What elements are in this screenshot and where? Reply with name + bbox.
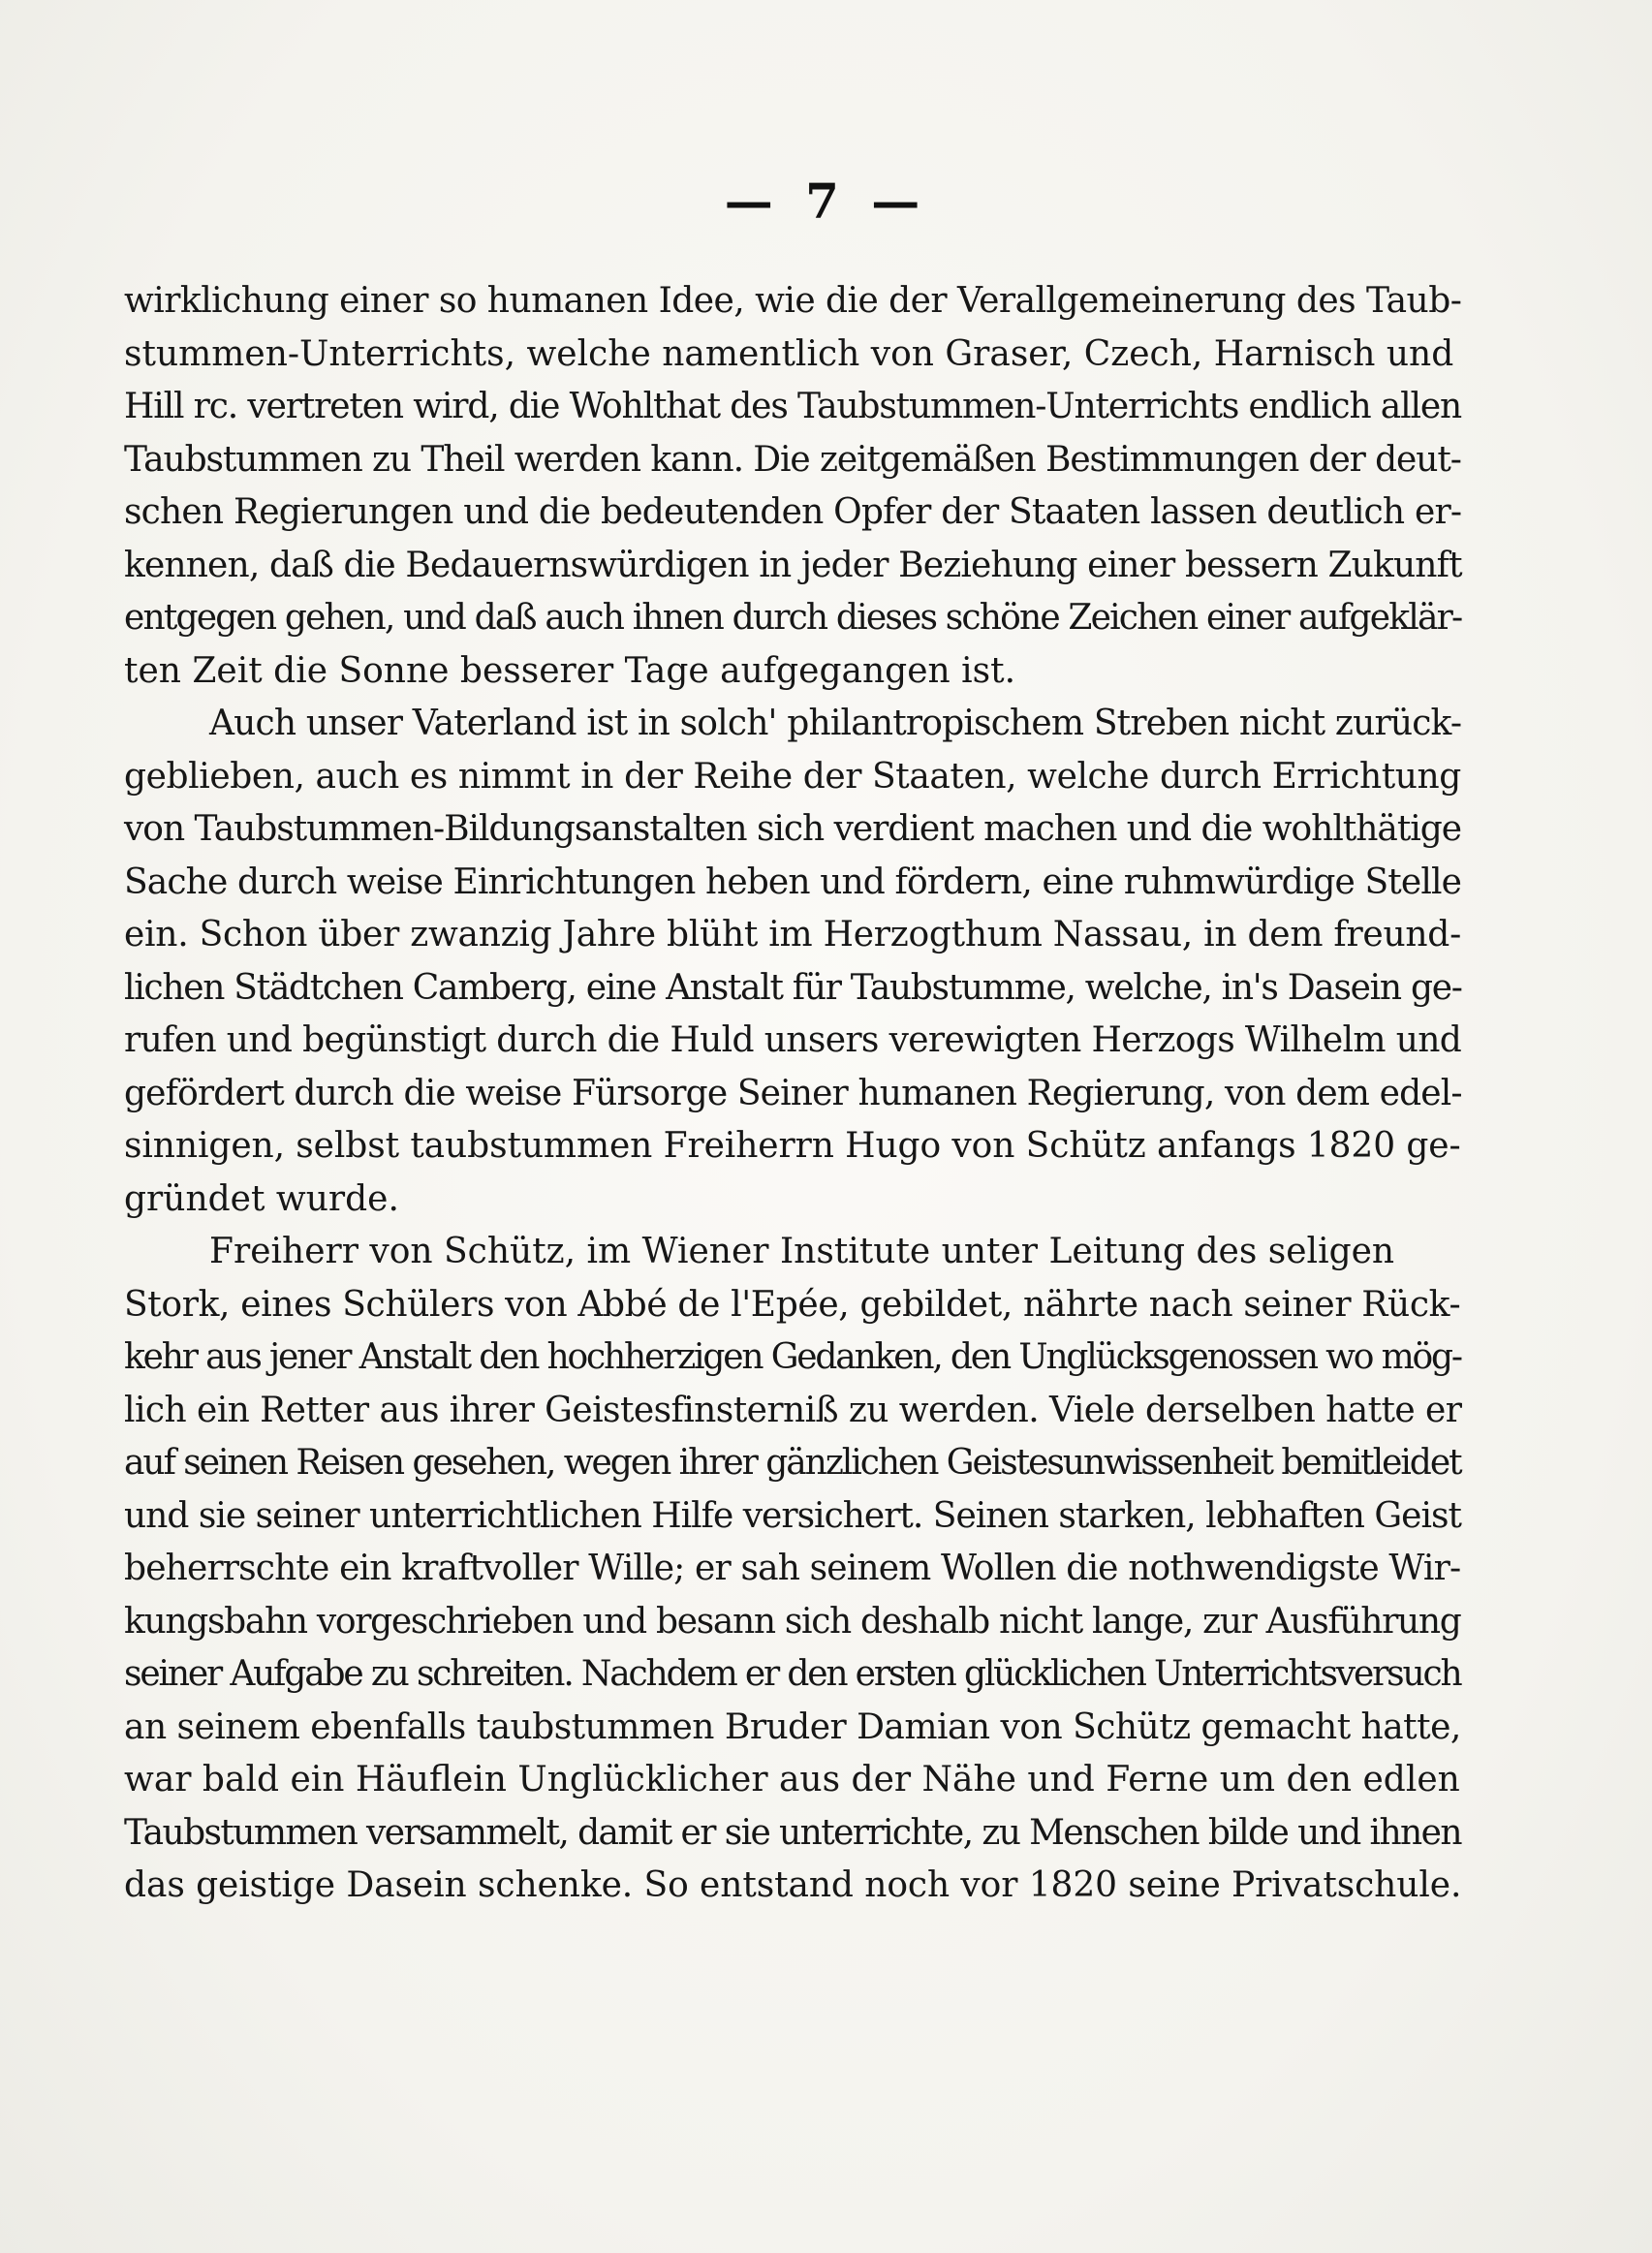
text-line: war bald ein Häuflein Unglücklicher aus der Nähe und Ferne um den edlen [124,1760,1460,1799]
text-line: Hill rc. vertreten wird, die Wohlthat des Taubstummen-Unterrichts endlich allen [124,387,1462,426]
text-line: entgegen gehen, und daß auch ihnen durch dieses schöne Zeichen einer aufgeklär- [124,598,1462,638]
text-line: kennen, daß die Bedauernswürdigen in jeder Beziehung einer bessern Zukunft [124,545,1462,585]
text-line: stummen-Unterrichts, welche namentlich von Graser, Czech, Harnisch und [124,333,1454,374]
text-line: Taubstummen zu Theil werden kann. Die zeitgemäßen Bestimmungen der deut- [124,439,1461,480]
text-line: Auch unser Vaterland ist in solch' philantropischem Streben nicht zurück- [209,704,1462,743]
text-line: Stork, eines Schülers von Abbé de l'Epée, gebildet, nährte nach seiner Rück- [124,1284,1461,1325]
text-line: kungsbahn vorgeschrieben und besann sich deshalb nicht lange, zur Ausführung [124,1601,1461,1642]
text-line: gründet wurde. [124,1178,399,1219]
text-line: lich ein Retter aus ihrer Geistesfinsterniß zu werden. Viele derselben hatte er [124,1390,1462,1430]
text-line: rufen und begünstigt durch die Huld unsers verewigten Herzogs Wilhelm und [124,1020,1462,1060]
text-line: Freiherr von Schütz, im Wiener Institute unter Leitung des seligen [209,1232,1395,1271]
text-line: wirklichung einer so humanen Idee, wie die der Verallgemeinerung des Taub- [124,281,1462,321]
text-line: an seinem ebenfalls taubstummen Bruder Damian von Schütz gemacht hatte, [124,1706,1461,1747]
text-line: sinnigen, selbst taubstummen Freiherrn Hugo von Schütz anfangs 1820 ge- [124,1126,1461,1166]
text-line: ten Zeit die Sonne besserer Tage aufgegangen ist. [124,650,1016,691]
text-line: auf seinen Reisen gesehen, wegen ihrer gänzlichen Geistesunwissenheit bemitleidet [124,1443,1461,1483]
text-line: von Taubstummen-Bildungsanstalten sich verdient machen und die wohlthätige [124,809,1462,849]
text-line: Sache durch weise Einrichtungen heben und fördern, eine ruhmwürdige Stelle [124,861,1462,902]
text-line: ein. Schon über zwanzig Jahre blüht im Herzogthum Nassau, in dem freund- [124,915,1461,954]
text-line: und sie seiner unterrichtlichen Hilfe versichert. Seinen starken, lebhaften Geist [124,1495,1461,1536]
text-line: lichen Städtchen Camberg, eine Anstalt für Taubstumme, welche, in's Dasein ge- [124,967,1462,1008]
text-line: Taubstummen versammelt, damit er sie unterrichte, zu Menschen bilde und ihnen [124,1812,1461,1853]
text-line: schen Regierungen und die bedeutenden Opfer der Staaten lassen deutlich er- [124,492,1462,532]
text-line: das geistige Dasein schenke. So entstand noch vor 1820 seine Privatschule. [124,1865,1462,1905]
text-line: kehr aus jener Anstalt den hochherzigen Gedanken, den Unglücksgenossen wo mög- [124,1337,1461,1377]
body-text [124,275,1461,1913]
text-line: beherrschte ein kraftvoller Wille; er sah seinem Wollen die nothwendigste Wir- [124,1549,1461,1588]
text-line: gefördert durch die weise Fürsorge Seiner humanen Regierung, von dem edel- [124,1073,1462,1113]
text-line: seiner Aufgabe zu schreiten. Nachdem er den ersten glücklichen Unterrichtsversuch [124,1654,1461,1694]
text-line: geblieben, auch es nimmt in der Reihe der Staaten, welche durch Errichtung [124,756,1461,797]
page-number: — 7 — [724,172,928,230]
